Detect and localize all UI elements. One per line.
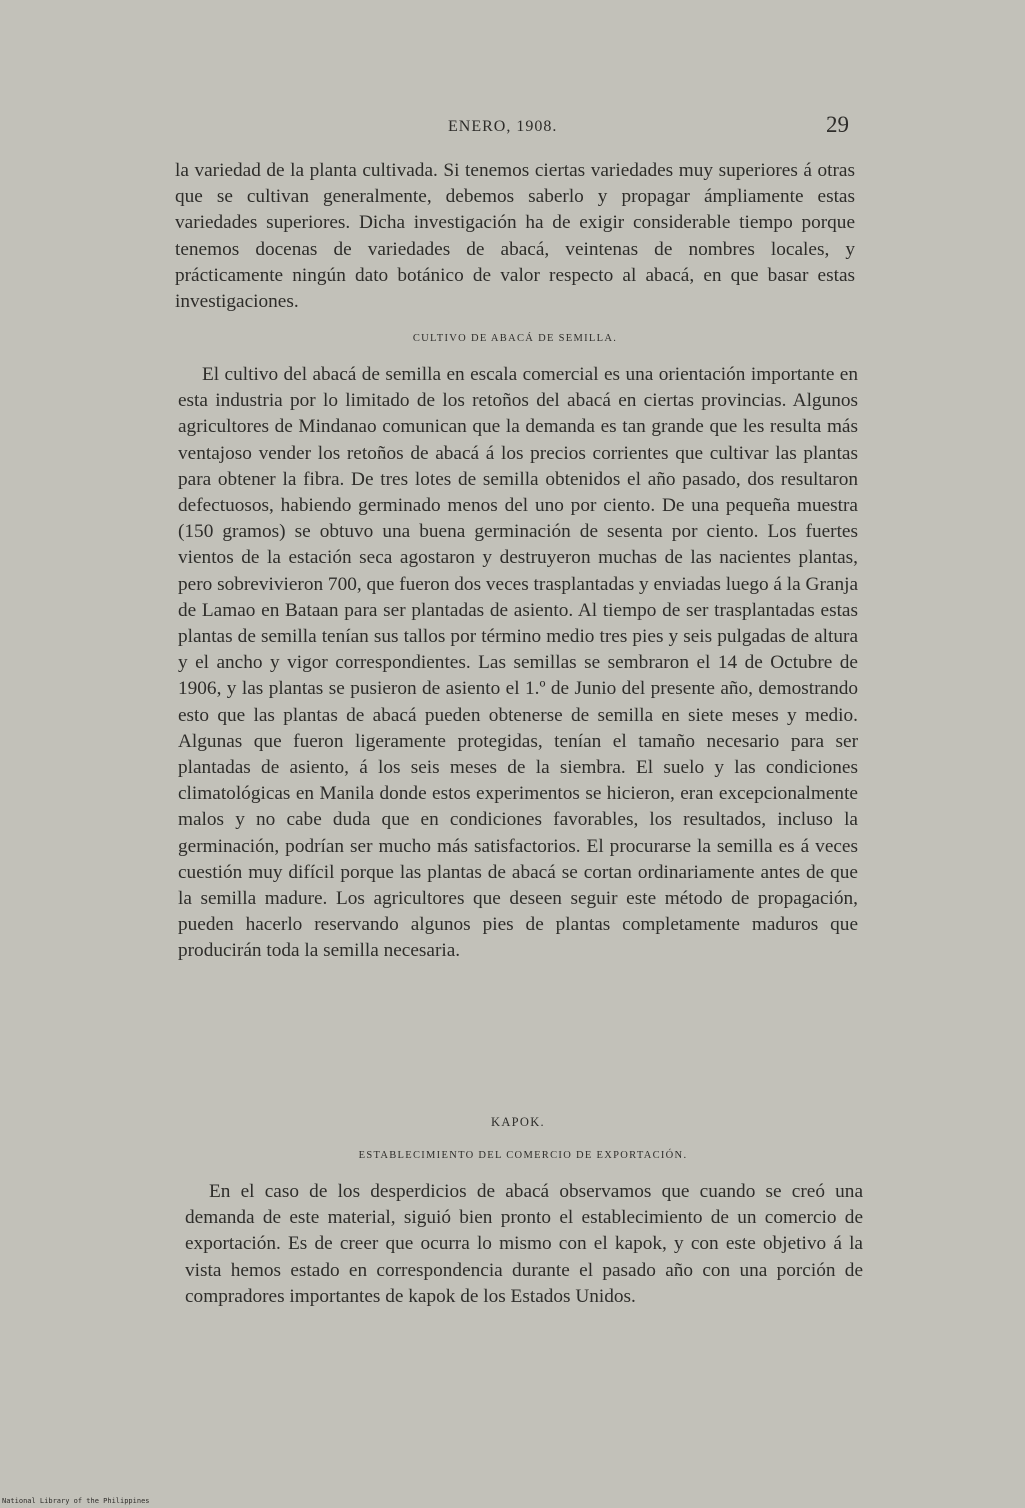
section-heading-kapok: KAPOK. bbox=[491, 1115, 545, 1129]
paragraph-abaca-seed: El cultivo del abacá de semilla en escala comercial es una orientación importante en esta industria por lo limitado de los retoños del abacá en ciertas provincias. Algunos agricultores de Mindanao comunican que la demanda es tan grande que les resulta más ventajoso vender los retoños de abacá á los precios corrientes que cultivar las plantas para obtener la fibra. De tres lotes de semilla obtenidos el año pasado, dos resultaron defectuosos, habiendo germinado menos del uno por ciento. De una pequeña muestra (150 gramos) se obtuvo una buena germinación de sesenta por ciento. Los fuertes vientos de la estación seca agostaron y destruyeron muchas de las nacientes plantas, pero sobrevivieron 700, que fueron dos veces trasplantadas y enviadas luego á la Granja de Lamao en Bataan para ser plantadas de asiento. Al tiempo de ser trasplantadas estas plantas de semilla tenían sus tallos por término medio tres pies y seis pulgadas de altura y el ancho y vigor correspondientes. Las semillas se sembraron el 14 de Octubre de 1906, y las plantas se pusieron de asiento el 1.º de Junio del presente año, demostrando esto que las plantas de abacá pueden obtenerse de semilla en siete meses y medio. Algunas que fueron ligeramente protegidas, tenían el tamaño necesario para ser plantadas de asiento, á los seis meses de la siembra. El suelo y las condiciones climatológicas en Manila donde estos experimentos se hicieron, eran excepcionalmente malos y no cabe duda que en condiciones favorables, los resultados, incluso la germinación, podrían ser mucho más satisfactorios. El procurarse la semilla es á veces cuestión muy difícil porque las plantas de abacá se cortan ordinariamente antes de que la semilla madure. Los agricultores que deseen seguir este método de propagación, pueden hacerlo reservando algunos pies de plantas completamente maduros que producirán toda la semilla necesaria. bbox=[178, 364, 858, 962]
section-heading-abaca-seed: CULTIVO DE ABACÁ DE SEMILLA. bbox=[412, 333, 618, 344]
subheading-export-trade: ESTABLECIMIENTO DEL COMERCIO DE EXPORTACIÓN. bbox=[358, 1150, 688, 1161]
paragraph-kapok: En el caso de los desperdicios de abacá observamos que cuando se creó una demanda de este material, siguió bien pronto el establecimiento de un comercio de exportación. Es de creer que ocurra lo mismo con el kapok, y con este objetivo á la vista hemos estado en correspondencia durante el pasado año con una porción de compradores importantes de kapok de los Estados Unidos. bbox=[185, 1181, 863, 1307]
paragraph-continued: la variedad de la planta cultivada. Si tenemos ciertas variedades muy superiores á otras que se cultivan generalmente, debemos saberlo y propagar ámpliamente estas variedades superiores. Dicha investigación ha de exigir considerable tiempo porque tenemos docenas de variedades de abacá, veintenas de nombres locales, y prácticamente ningún dato botánico de valor respecto al abacá, en que basar estas investigaciones. bbox=[175, 160, 855, 313]
running-head bbox=[0, 110, 1025, 140]
library-credit: National Library of the Philippines bbox=[2, 1497, 150, 1505]
running-title: ENERO, 1908. bbox=[448, 118, 558, 135]
page-number: 29 bbox=[826, 112, 849, 137]
